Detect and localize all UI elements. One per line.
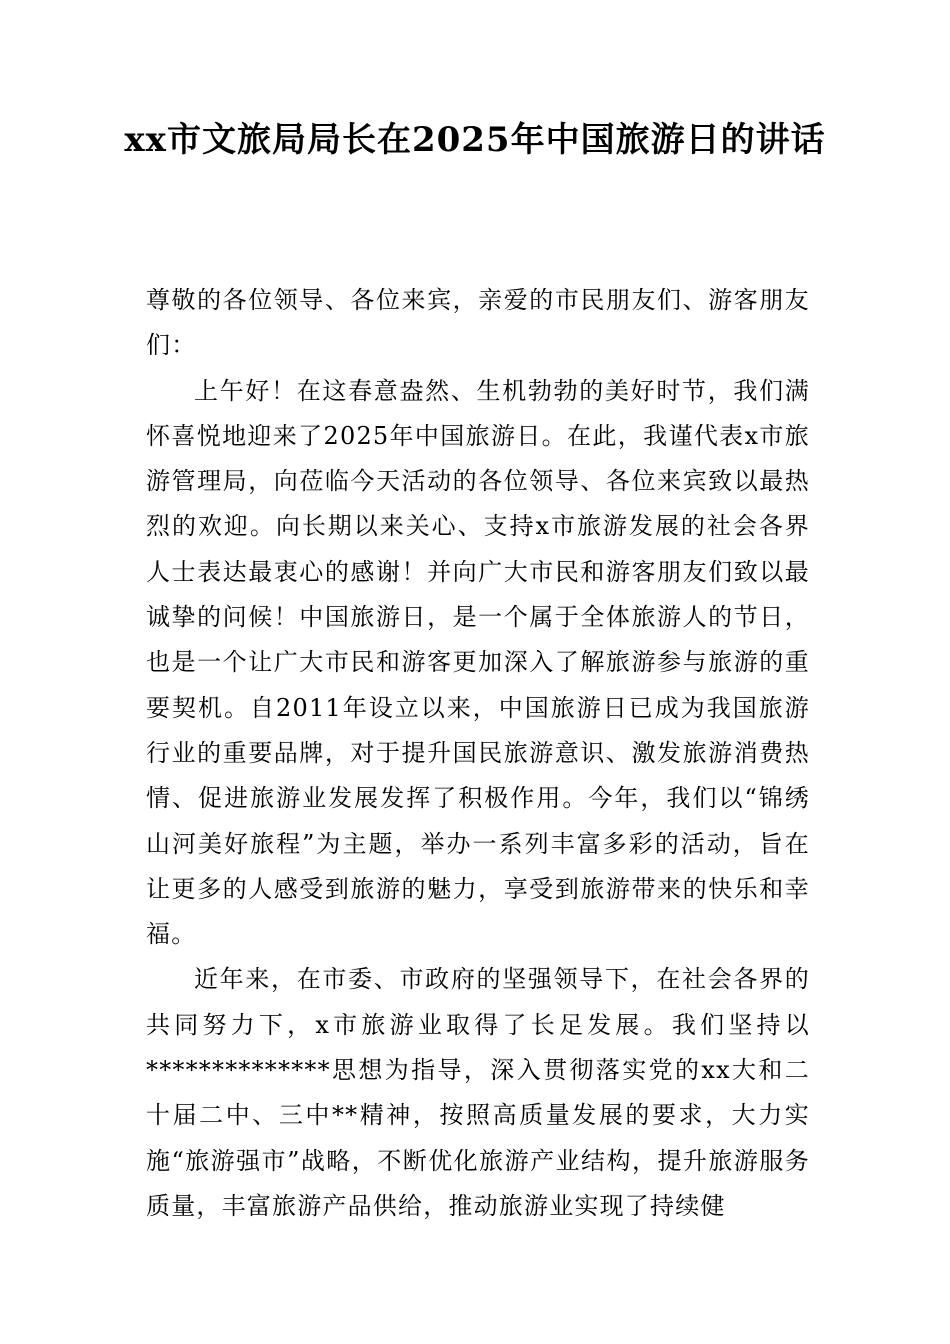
document-title: xx市文旅局局长在2025年中国旅游日的讲话	[124, 120, 826, 160]
document-body	[146, 278, 810, 1229]
paragraph-opening: 上午好！在这春意盎然、生机勃勃的美好时节，我们满怀喜悦地迎来了2025年中国旅游日。在此，我谨代表x市旅游管理局，向莅临今天活动的各位领导、各位来宾致以最热烈的欢迎。向长期以来关心、支持x市旅游发展的社会各界人士表达最衷心的感谢！并向广大市民和游客朋友们致以最诚挚的问候！中国旅游日，是一个属于全体旅游人的节日，也是一个让广大市民和游客更加深入了解旅游参与旅游的重要契机。自2011年设立以来，中国旅游日已成为我国旅游行业的重要品牌，对于提升国民旅游意识、激发旅游消费热情、促进旅游业发展发挥了积极作用。今年，我们以“锦绣山河美好旅程”为主题，举办一系列丰富多彩的活动，旨在让更多的人感受到旅游的魅力，享受到旅游带来的快乐和幸福。	[146, 376, 810, 949]
paragraph-development: 近年来，在市委、市政府的坚强领导下，在社会各界的共同努力下，x市旅游业取得了长足发展。我们坚持以**************思想为指导，深入贯彻落实党的xx大和二十届二中、三中**精神，按照高质量发展的要求，大力实施“旅游强市”战略，不断优化旅游产业结构，提升旅游服务质量，丰富旅游产品供给，推动旅游业实现了持续健	[146, 965, 810, 1220]
salutation: 尊敬的各位领导、各位来宾，亲爱的市民朋友们、游客朋友们：	[146, 286, 810, 360]
